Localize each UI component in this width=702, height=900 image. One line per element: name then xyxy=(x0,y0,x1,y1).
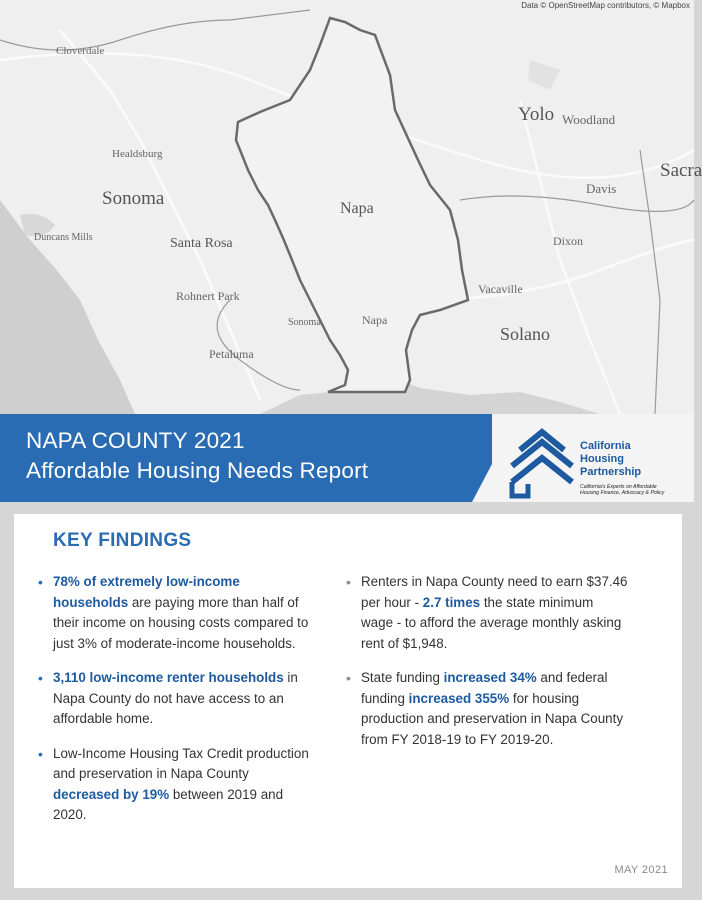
bullet-icon: • xyxy=(346,574,351,590)
label-santa-rosa: Santa Rosa xyxy=(170,236,233,251)
report-title-line1: NAPA COUNTY 2021 xyxy=(26,428,245,453)
finding-5-text-end: for housing production and preservation in Napa County from FY 2018-19 to FY 2019-20. xyxy=(361,690,624,747)
label-vacaville: Vacaville xyxy=(478,282,523,296)
label-dixon: Dixon xyxy=(553,234,583,248)
label-napa-county: Napa xyxy=(340,200,374,217)
logo-tagline-line2: Housing Finance, Advocacy & Policy xyxy=(580,490,665,496)
findings-right-column xyxy=(346,572,628,764)
finding-5-text-mid: and federal funding xyxy=(361,670,608,706)
label-rohnert-park: Rohnert Park xyxy=(176,289,240,303)
title-banner xyxy=(0,414,694,502)
label-petaluma: Petaluma xyxy=(209,347,254,361)
bullet-icon: • xyxy=(38,574,43,590)
county-border xyxy=(640,150,660,414)
bullet-icon: • xyxy=(38,745,43,762)
finding-5-highlight-1: increased 34% xyxy=(443,670,537,685)
county-border xyxy=(217,300,300,390)
label-healdsburg: Healdsburg xyxy=(112,148,163,160)
bullet-icon: • xyxy=(346,670,351,686)
finding-1-highlight: 78% of extremely low-income households xyxy=(53,574,240,610)
report-date: MAY 2021 xyxy=(614,864,668,876)
county-border xyxy=(460,196,694,211)
finding-3-text: Low-Income Housing Tax Credit production and preservation in Napa County xyxy=(53,745,309,781)
label-sonoma-county: Sonoma xyxy=(102,188,165,209)
label-yolo: Yolo xyxy=(518,104,555,125)
finding-1-text: are paying more than half of their income on housing costs compared to just 3% of moderate-income households. xyxy=(53,594,309,651)
finding-5 xyxy=(346,668,628,750)
finding-4-text-end: the state minimum wage - to afford the average monthly asking rent of $1,948. xyxy=(361,594,622,651)
finding-4 xyxy=(346,572,628,654)
finding-4-highlight: 2.7 times xyxy=(422,594,481,610)
key-findings-heading: KEY FINDINGS xyxy=(53,530,192,551)
logo-tagline-line1: California's Experts on Affordable xyxy=(580,484,657,490)
finding-2 xyxy=(38,668,310,730)
logo-tagline xyxy=(580,484,692,496)
house-logo-icon xyxy=(508,422,578,500)
label-davis: Davis xyxy=(586,181,617,196)
lake xyxy=(528,60,560,90)
finding-4-text: Renters in Napa County need to earn $37.46 per hour - xyxy=(361,574,628,610)
finding-2-highlight: 3,110 low-income renter households xyxy=(53,670,284,685)
label-cloverdale: Cloverdale xyxy=(56,45,105,57)
findings-left-column xyxy=(38,572,310,840)
logo-name-line3: Partnership xyxy=(580,466,642,478)
logo-name-line2: Housing xyxy=(580,453,624,465)
map xyxy=(0,0,702,414)
bullet-icon: • xyxy=(38,670,43,686)
label-solano-county: Solano xyxy=(500,324,551,344)
finding-3-text-end: between 2019 and 2020. xyxy=(53,786,284,822)
key-findings-card xyxy=(14,514,682,888)
bay xyxy=(260,378,600,414)
map-attribution: Data © OpenStreetMap contributors, © Mapbox xyxy=(521,1,690,10)
label-woodland: Woodland xyxy=(562,112,616,127)
county-border xyxy=(0,10,310,50)
finding-2-text: in Napa County do not have access to an affordable home. xyxy=(53,670,298,726)
label-duncans-mills: Duncans Mills xyxy=(34,232,93,243)
label-sacramento-county: Sacra xyxy=(660,160,702,181)
logo-name-line1: California xyxy=(580,440,631,452)
chp-logo xyxy=(508,422,690,500)
finding-3 xyxy=(38,744,310,826)
report-title-line2: Affordable Housing Needs Report xyxy=(26,458,369,483)
finding-1 xyxy=(38,572,310,654)
label-napa-city: Napa xyxy=(362,313,388,327)
finding-3-highlight: decreased by 19% xyxy=(53,786,170,802)
finding-5-highlight-2: increased 355% xyxy=(408,690,510,706)
road xyxy=(520,100,620,414)
label-sonoma-city: Sonoma xyxy=(288,317,321,328)
finding-5-text: State funding xyxy=(361,670,444,685)
